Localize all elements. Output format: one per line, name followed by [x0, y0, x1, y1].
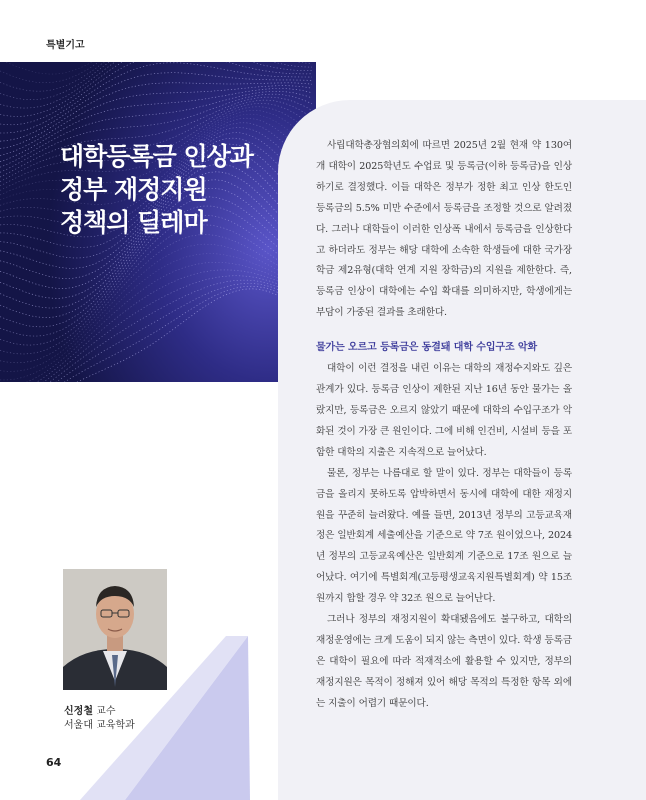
author-photo	[63, 569, 167, 690]
paragraph: 사립대학총장협의회에 따르면 2025년 2월 현재 약 130여 개 대학이 2025학년도 수업료 및 등록금(이하 등록금)을 인상하기로 결정했다. 이들 대학은 정부가 정한 최고 인상 한도인 등록금의 5.5% 미만 수준에서 등록금을 조정할 것으로 알려졌다. 그러나 대학들이 이러한 인상폭 내에서 등록금을 인상한다고 하더라도 정부는 해당 대학에 소속한 학생들에 대한 국가장학금 제2유형(대학 연계 지원 장학금)의 지원을 제한한다. 즉, 등록금 인상이 대학에는 수입 확대를 의미하지만, 학생에게는 부담이 가중된 결과를 초래한다.	[316, 140, 572, 319]
paragraph: 대학이 이런 결정을 내린 이유는 대학의 재정수지와도 깊은 관계가 있다. 등록금 인상이 제한된 지난 16년 동안 물가는 올랐지만, 등록금은 오르지 않았기 때문에 대학의 수입구조가 악화된 것이 가장 큰 원인이다. 그에 비해 인건비, 시설비 등을 포함한 대학의 지출은 지속적으로 늘어났다.	[316, 363, 572, 458]
title-line: 대학등록금 인상과	[60, 142, 253, 171]
author-affiliation: 서울대 교육학과	[64, 720, 135, 731]
author-name: 신정철	[64, 706, 93, 717]
article-title	[60, 140, 300, 239]
page-number: 64	[46, 756, 62, 769]
author-portrait-graphic	[63, 569, 167, 690]
author-name-line	[64, 702, 116, 717]
title-line: 정부 재정지원	[60, 175, 207, 204]
article-body	[316, 136, 572, 715]
paragraph: 물론, 정부는 나름대로 할 말이 있다. 정부는 대학들이 등록금을 올리지 못하도록 압박하면서 동시에 대학에 대한 재정지원을 꾸준히 늘려왔다. 예를 들면, 2013년 정부의 고등교육재정은 일반회계 세출예산을 기준으로 약 7조 원이었으나, 2024년 정부의 고등교육예산은 일반회계 기준으로 17조 원으로 늘어났다. 여기에 특별회계(고등평생교육지원특별회계) 약 15조 원까지 합할 경우 약 32조 원으로 늘어난다.	[316, 467, 572, 605]
section-label: 특별기고	[46, 40, 85, 51]
author-title: 교수	[96, 706, 116, 717]
header-strip	[0, 0, 316, 62]
title-line: 정책의 딜레마	[60, 208, 207, 237]
section-heading: 물가는 오르고 등록금은 동결돼 대학 수입구조 악화	[316, 342, 538, 354]
paragraph: 그러나 정부의 재정지원이 확대됐음에도 불구하고, 대학의 재정운영에는 크게 도움이 되지 않는 측면이 있다. 학생 등록금은 대학이 필요에 따라 적재적소에 활용할 수 있지만, 정부의 재정지원은 목적이 정해져 있어 해당 목적의 특정한 항목 외에는 지출이 어렵기 때문이다.	[316, 614, 572, 709]
